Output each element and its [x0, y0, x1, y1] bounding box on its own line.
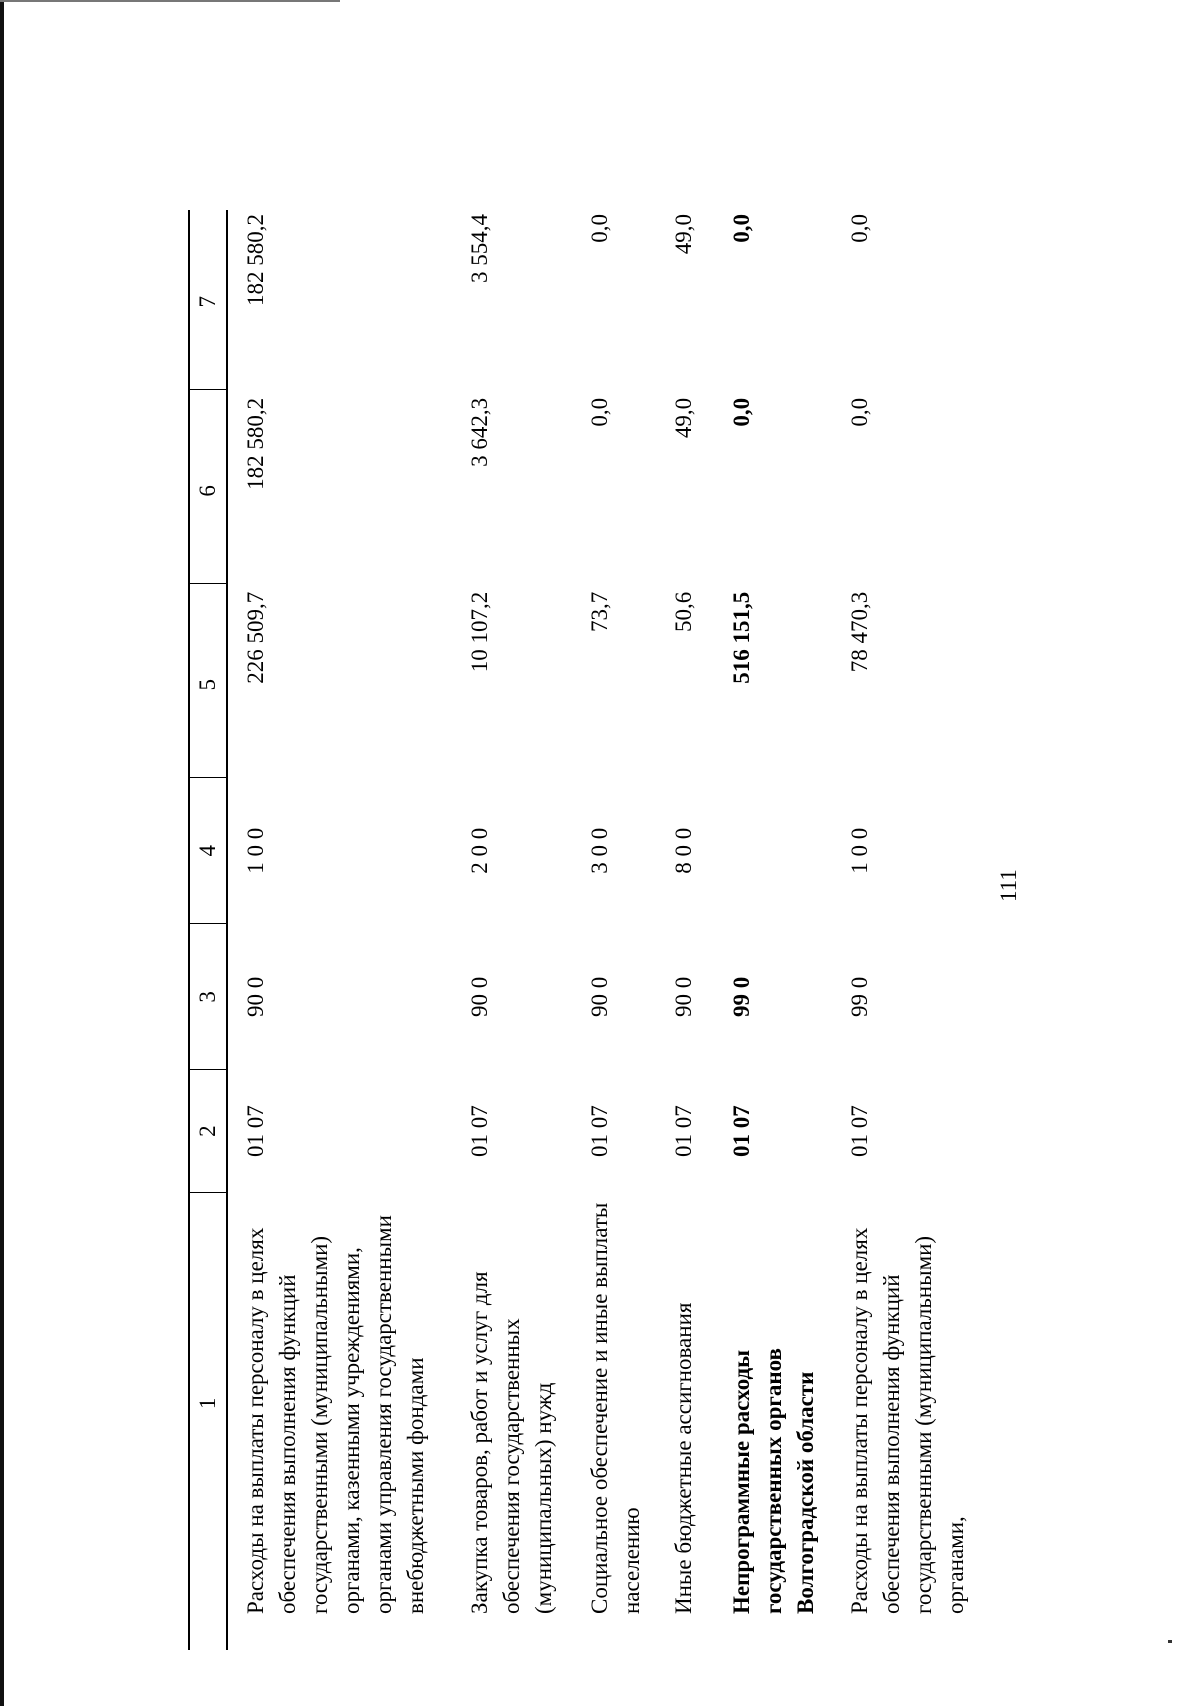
header-col-5: 5 — [189, 584, 227, 778]
row-description: Расходы на выплаты персоналу в целях обеспечения выполнения функций государственными (муниципальными) органами, — [847, 1227, 968, 1614]
row-expense-type: 8 0 0 — [671, 827, 696, 874]
header-col-7: 7 — [189, 210, 227, 390]
row-description: Расходы на выплаты персоналу в целях обеспечения выполнения функций государственными (муниципальными) органами, казенными учреждениями, органами управления государственными внебюджетными фондами — [243, 1215, 428, 1614]
row-amount-col-6: 3 642,3 — [467, 397, 492, 467]
header-col-2: 2 — [189, 1070, 227, 1192]
scan-speck — [1168, 1640, 1172, 1643]
row-amount-col-6: 0,0 — [847, 397, 872, 427]
row-target-code: 90 0 — [467, 976, 492, 1017]
row-expense-type: 2 0 0 — [467, 827, 492, 874]
row-amount-col-5: 516 151,5 — [729, 591, 754, 684]
table-row — [832, 210, 974, 1650]
row-amount-col-7: 49,0 — [671, 214, 696, 255]
row-amount-col-7: 0,0 — [587, 214, 612, 243]
row-expense-type: 1 0 0 — [847, 827, 872, 874]
row-amount-col-7: 0,0 — [729, 214, 754, 243]
scan-edge-top — [0, 0, 340, 2]
row-description: Закупка товаров, работ и услуг для обеспечения государственных (муниципальных) нужд — [467, 1271, 556, 1614]
row-amount-col-5: 10 107,2 — [467, 591, 492, 673]
row-description: Иные бюджетные ассигнования — [671, 1302, 696, 1614]
page-number: 111 — [996, 869, 1021, 902]
scan-edge — [0, 0, 4, 1706]
row-section-code: 01 07 — [729, 1105, 754, 1157]
row-expense-type — [714, 778, 832, 924]
row-amount-col-7: 3 554,4 — [467, 214, 492, 283]
row-section-code: 01 07 — [587, 1105, 612, 1157]
table-row — [452, 210, 572, 1650]
rotated-page — [188, 210, 1088, 1650]
row-description: Социальное обеспечение и иные выплаты населению — [587, 1202, 644, 1614]
header-col-4: 4 — [189, 778, 227, 924]
row-amount-col-5: 78 470,3 — [847, 591, 872, 673]
header-col-6: 6 — [189, 390, 227, 584]
header-col-1: 1 — [189, 1192, 227, 1650]
table-row — [656, 210, 714, 1650]
row-amount-col-6: 0,0 — [729, 397, 754, 427]
header-col-3: 3 — [189, 924, 227, 1070]
row-amount-col-7: 0,0 — [847, 214, 872, 243]
row-expense-type: 3 0 0 — [587, 827, 612, 874]
row-target-code: 90 0 — [587, 976, 612, 1017]
row-section-code: 01 07 — [243, 1105, 268, 1157]
row-section-code: 01 07 — [671, 1105, 696, 1157]
header-row — [189, 210, 227, 1650]
row-amount-col-6: 0,0 — [587, 397, 612, 427]
row-amount-col-6: 182 580,2 — [243, 397, 268, 490]
row-expense-type: 1 0 0 — [243, 827, 268, 874]
row-target-code: 99 0 — [729, 976, 754, 1017]
budget-table — [188, 210, 974, 1650]
row-amount-col-5: 73,7 — [587, 591, 612, 633]
row-description: Непрограммные расходы государственных органов Волгоградской области — [729, 1348, 818, 1614]
row-amount-col-6: 49,0 — [671, 397, 696, 439]
row-amount-col-7: 182 580,2 — [243, 214, 268, 306]
table-row — [227, 210, 452, 1650]
row-amount-col-5: 226 509,7 — [243, 591, 268, 684]
row-target-code: 99 0 — [847, 976, 872, 1017]
row-section-code: 01 07 — [467, 1105, 492, 1157]
table-row — [572, 210, 656, 1650]
row-amount-col-5: 50,6 — [671, 591, 696, 633]
row-section-code: 01 07 — [847, 1105, 872, 1157]
row-target-code: 90 0 — [243, 976, 268, 1017]
table-row-subtotal — [714, 210, 832, 1650]
row-target-code: 90 0 — [671, 976, 696, 1017]
